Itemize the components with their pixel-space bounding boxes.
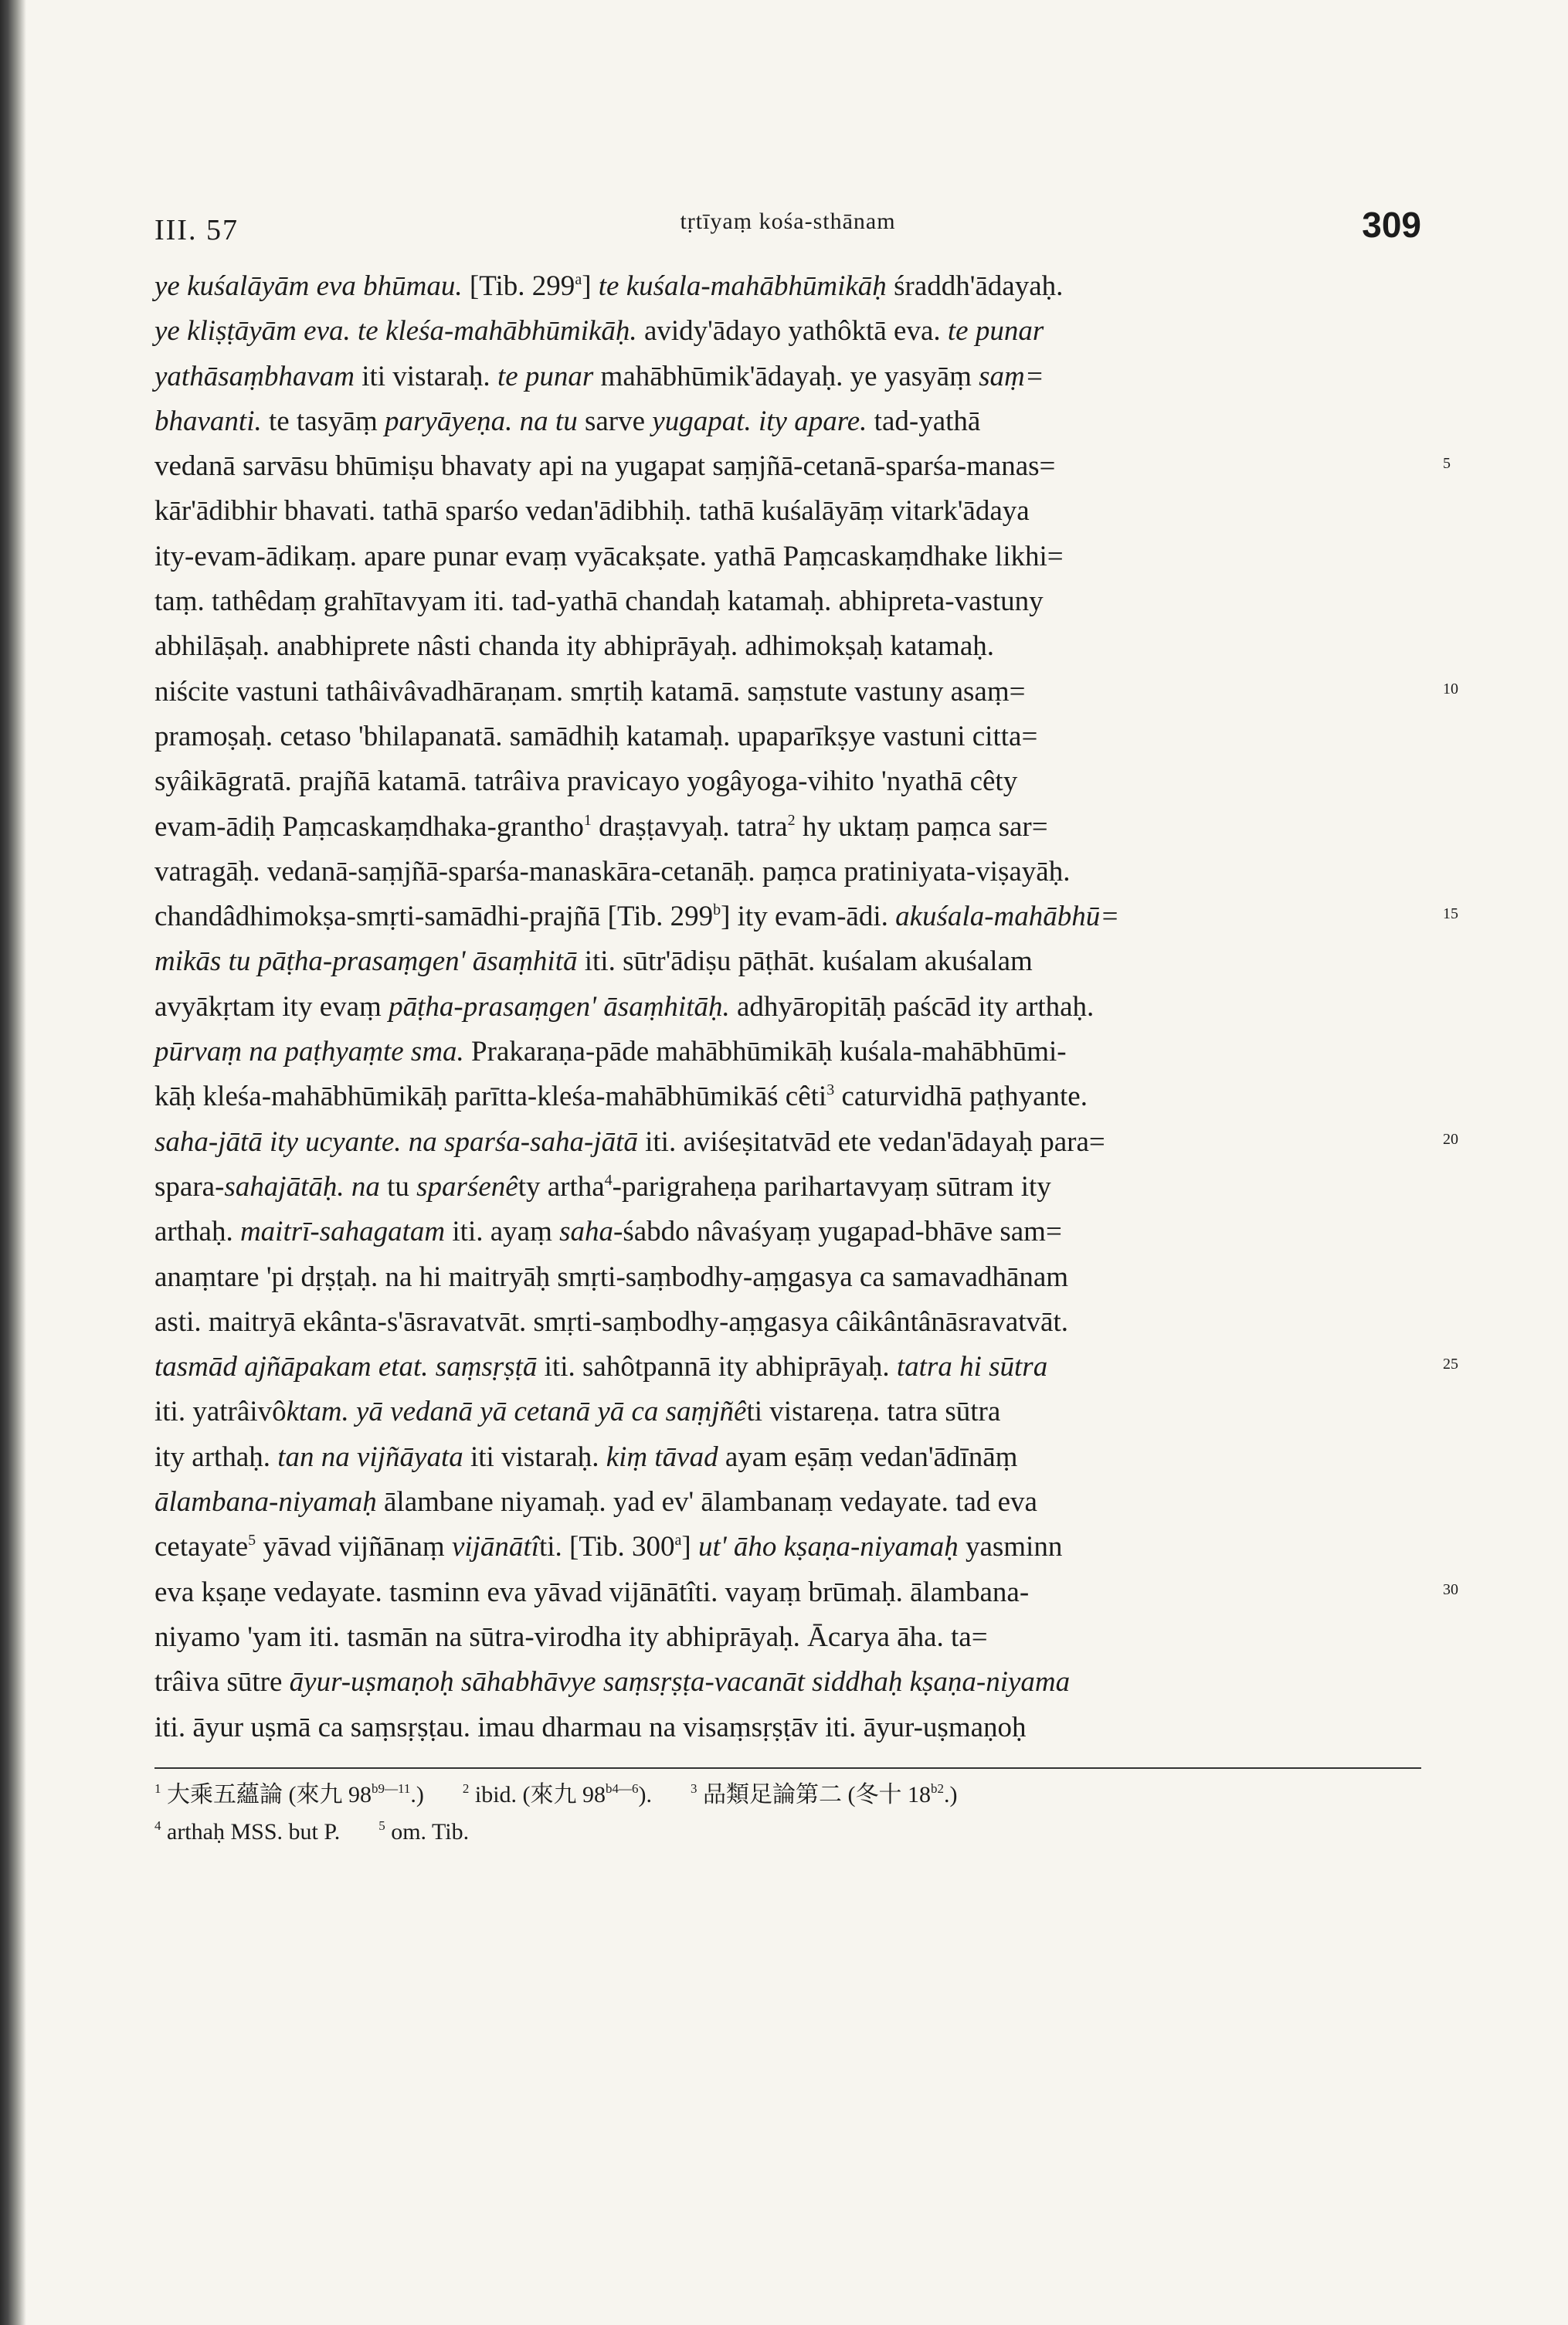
text-segment: avyākṛtam ity evaṃ (154, 990, 389, 1023)
text-line (154, 1345, 1458, 1390)
text-segment: arthaḥ. (154, 1216, 240, 1248)
footnote-ref: b (713, 901, 721, 919)
text-line (154, 1480, 1421, 1525)
footnote-text: arthaḥ MSS. but P. (161, 1818, 341, 1845)
text-line (154, 1706, 1421, 1750)
text-segment: iti. yatrâivô (154, 1396, 287, 1428)
text-segment: ti vistareṇa. tatra sūtra (746, 1396, 1001, 1428)
footnote (691, 1777, 958, 1814)
text-segment: te tasyāṃ (261, 405, 385, 437)
text-line (154, 1120, 1458, 1165)
text-segment: avidy'ādayo yathôktā eva. (636, 315, 948, 348)
text-line (154, 444, 1451, 489)
italic-segment: ye kliṣṭāyām eva. te kleśa-mahābhūmikāḥ. (154, 315, 637, 348)
text-line (154, 1525, 1421, 1570)
footnote-rule (154, 1767, 1421, 1769)
text-segment: draṣṭavyaḥ. tatra (591, 810, 788, 843)
text-segment: caturvidhā paṭhyante. (834, 1081, 1088, 1113)
text-segment: spara- (154, 1170, 225, 1203)
book-page (154, 193, 1458, 1851)
text-line (154, 309, 1421, 354)
italic-segment: sahajātāḥ. na (224, 1170, 380, 1203)
text-line (154, 714, 1421, 759)
italic-segment: te punar (947, 315, 1044, 348)
text-segment: [Tib. 299 (462, 270, 575, 302)
text-segment: iti. ayaṃ (445, 1216, 560, 1248)
text-segment: hy uktaṃ paṃca sar= (795, 810, 1048, 843)
text-line (154, 399, 1421, 444)
text-line (154, 1165, 1421, 1210)
text-segment: vatragāḥ. vedanā-saṃjñā-sparśa-manaskāra-cetanāḥ. paṃca pratiniyata-viṣayāḥ. (154, 855, 1071, 888)
text-segment: taṃ. tathêdaṃ grahītavyam iti. tad-yathā chandaḥ katamaḥ. abhipreta-vastuny (154, 585, 1044, 618)
text-segment: yasminn (958, 1531, 1063, 1563)
line-number: 25 (1443, 1356, 1458, 1373)
italic-segment: saṃ= (979, 360, 1044, 392)
footnote-ref: a (674, 1532, 682, 1549)
text-segment: -śabdo nâvaśyaṃ yugapad-bhāve sam= (613, 1216, 1062, 1248)
footnote-ref: 4 (604, 1171, 613, 1189)
text-segment: iti. āyur uṣmā ca saṃsṛṣṭau. imau dharmau na visaṃsṛṣṭāv iti. āyur-uṣmaṇoḥ (154, 1711, 1027, 1743)
text-line (154, 1074, 1421, 1119)
text-line (154, 579, 1421, 624)
text-segment: tad-yathā (867, 405, 981, 437)
footnote-ref: 1 (583, 811, 592, 829)
running-head (154, 193, 1421, 255)
text-line (154, 624, 1421, 669)
text-segment: cetayate (154, 1531, 249, 1563)
text-line (154, 805, 1421, 850)
text-segment: pramoṣaḥ. cetaso 'bhilapanatā. samādhiḥ katamaḥ. upaparīkṣye vastuni citta= (154, 720, 1038, 752)
text-segment: ity-evam-ādikaṃ. apare punar evaṃ vyācakṣate. yathā Paṃcaskaṃdhake likhi= (154, 540, 1064, 572)
italic-segment: ye kuśalāyām eva bhūmau. (154, 270, 463, 302)
footnote-text: 大乘五蘊論 (來九 98 (161, 1781, 372, 1807)
italic-segment: paryāyeṇa. na tu (385, 405, 578, 437)
italic-segment: pāṭha-prasaṃgen' āsaṃhitāḥ. (389, 990, 730, 1023)
italic-segment: ut' āho kṣaṇa-niyamaḥ (697, 1531, 959, 1563)
italic-segment: kiṃ tāvad (606, 1441, 718, 1473)
italic-segment: vijānātî (451, 1531, 539, 1563)
footnote-text: ibid. (來九 98 (469, 1781, 606, 1807)
text-segment: evam-ādiḥ Paṃcaskaṃdhaka-grantho (154, 810, 584, 843)
text-line (154, 1210, 1421, 1254)
footnote-text: om. Tib. (385, 1818, 470, 1845)
text-segment: Prakaraṇa-pāde mahābhūmikāḥ kuśala-mahābhūmi- (463, 1036, 1067, 1068)
footnote-sup: b2 (931, 1780, 945, 1796)
footnote-sup: b4—6 (606, 1780, 639, 1796)
text-segment: iti. sūtr'ādiṣu pāṭhāt. kuśalam akuśalam (577, 945, 1033, 978)
italic-segment: yugapat. ity apare. (652, 405, 867, 437)
footnote-text: .) (410, 1781, 424, 1807)
footnote-text: ). (638, 1781, 653, 1807)
text-line (154, 1615, 1421, 1660)
text-segment: kār'ādibhir bhavati. tathā sparśo vedan'ādibhiḥ. tathā kuśalāyāṃ vitark'ādaya (154, 495, 1030, 528)
text-segment: yāvad vijñānaṃ (256, 1531, 452, 1563)
italic-segment: tan na vijñāyata (277, 1441, 463, 1473)
footnote-ref: 5 (248, 1532, 256, 1549)
line-number: 10 (1443, 680, 1458, 698)
footnote-number: 5 (378, 1818, 385, 1833)
text-segment: kāḥ kleśa-mahābhūmikāḥ parītta-kleśa-mahābhūmikāś cêti (154, 1081, 827, 1113)
text-segment: -parigraheṇa parihartavyaṃ sūtram ity (612, 1170, 1051, 1203)
text-segment: sarve (577, 405, 653, 437)
text-line (154, 670, 1458, 714)
italic-segment: yathāsaṃbhavam (154, 360, 355, 392)
italic-segment: tasmād ajñāpakam etat. saṃsṛṣṭā (154, 1351, 538, 1383)
text-line (154, 355, 1421, 399)
line-number: 30 (1443, 1580, 1458, 1598)
text-line (154, 489, 1421, 534)
text-line (154, 1300, 1421, 1345)
footnote-sup: b9—11 (372, 1780, 411, 1796)
italic-segment: maitrī-sahagatam (239, 1216, 446, 1248)
body-text (154, 264, 1458, 1750)
binding-edge (0, 0, 26, 2325)
footnote-line (154, 1814, 1421, 1851)
text-line (154, 759, 1421, 804)
footnote-ref: 2 (787, 811, 796, 829)
text-segment: ayam eṣāṃ vedan'ādīnāṃ (718, 1441, 1018, 1473)
text-line (154, 1390, 1421, 1434)
line-number: 20 (1443, 1130, 1458, 1148)
footnote (463, 1777, 652, 1814)
text-segment: ity arthaḥ. (154, 1441, 278, 1473)
text-line (154, 939, 1421, 984)
footnote-number: 1 (154, 1780, 161, 1796)
footnote-ref: a (575, 271, 582, 288)
line-number: 15 (1443, 905, 1458, 923)
text-segment: iti. aviśeṣitatvād ete vedan'ādayaḥ para= (637, 1125, 1105, 1158)
italic-segment: tatra hi sūtra (896, 1351, 1048, 1383)
italic-segment: ālambana-niyamaḥ (154, 1486, 377, 1519)
text-line (154, 850, 1421, 894)
italic-segment: mikās tu pāṭha-prasaṃgen' āsaṃhitā (154, 945, 578, 978)
footnote-ref: 3 (826, 1081, 835, 1099)
text-line (154, 1255, 1421, 1300)
footnote-number: 2 (462, 1780, 470, 1796)
page-number: 309 (1362, 205, 1421, 245)
footnote-text: .) (944, 1781, 958, 1807)
footnote-text: 品類足論第二 (冬十 18 (697, 1781, 932, 1807)
footnotes (154, 1777, 1421, 1851)
text-segment: abhilāṣaḥ. anabhiprete nâsti chanda ity abhiprāyaḥ. adhimokṣaḥ katamaḥ. (154, 630, 995, 663)
text-segment: iti vistaraḥ. (463, 1441, 606, 1473)
text-segment: tu (379, 1170, 417, 1203)
text-segment: mahābhūmik'ādayaḥ. ye yasyāṃ (593, 360, 979, 392)
text-segment: asti. maitryā ekânta-s'āsravatvāt. smṛti-saṃbodhy-aṃgasya câikântânāsravatvāt. (154, 1305, 1069, 1338)
text-line (154, 1030, 1421, 1074)
text-segment: niścite vastuni tathâivâvadhāraṇam. smṛtiḥ katamā. saṃstute vastuny asaṃ= (154, 675, 1026, 708)
italic-segment: te kuśala-mahābhūmikāḥ (598, 270, 887, 302)
italic-segment: bhavanti. (154, 405, 262, 437)
running-title: tṛtīyaṃ kośa-sthānam (680, 209, 896, 234)
chapter-verse-ref: III. 57 (154, 214, 239, 246)
text-line (154, 535, 1421, 579)
footnote-number: 4 (154, 1818, 161, 1833)
text-segment: adhyāropitāḥ paścād ity arthaḥ. (729, 990, 1095, 1023)
italic-segment: pūrvaṃ na paṭhyaṃte sma. (154, 1036, 464, 1068)
text-segment: syâikāgratā. prajñā katamā. tatrâiva pravicayo yogâyoga-vihito 'nyathā cêty (154, 765, 1018, 798)
text-segment: ] (582, 270, 599, 302)
text-segment: anaṃtare 'pi dṛṣṭaḥ. na hi maitryāḥ smṛti-saṃbodhy-aṃgasya ca samavadhānam (154, 1261, 1069, 1293)
text-segment: ti. [Tib. 300 (539, 1531, 675, 1563)
text-segment: niyamo 'yam iti. tasmān na sūtra-virodha ity abhiprāyaḥ. Ācarya āha. ta= (154, 1621, 988, 1653)
text-line (154, 894, 1458, 939)
italic-segment: sparśenê (416, 1170, 518, 1203)
footnote-number: 3 (691, 1780, 697, 1796)
italic-segment: saha-jātā ity ucyante. na sparśa-saha-jātā (154, 1125, 638, 1158)
text-segment: ] (681, 1531, 698, 1563)
italic-segment: te punar (497, 360, 594, 392)
italic-segment: saha (559, 1216, 614, 1248)
text-line (154, 1660, 1421, 1705)
text-segment: ty artha (518, 1170, 605, 1203)
text-segment: chandâdhimokṣa-smṛti-samādhi-prajñā [Tib. 299 (154, 901, 714, 933)
text-segment: ] ity evam-ādi. (721, 901, 896, 933)
text-line (154, 1435, 1421, 1480)
text-line (154, 1570, 1458, 1615)
text-line (154, 264, 1421, 309)
text-segment: eva kṣaṇe vedayate. tasminn eva yāvad vijānātîti. vayaṃ brūmaḥ. ālambana- (154, 1576, 1030, 1608)
text-segment: iti. sahôtpannā ity abhiprāyaḥ. (537, 1351, 897, 1383)
footnote (154, 1777, 424, 1814)
line-number: 5 (1443, 455, 1451, 473)
text-line (154, 985, 1421, 1030)
text-segment: vedanā sarvāsu bhūmiṣu bhavaty api na yugapat saṃjñā-cetanā-sparśa-manas= (154, 450, 1056, 483)
footnote (154, 1814, 340, 1851)
footnote-line (154, 1777, 1421, 1814)
italic-segment: āyur-uṣmaṇoḥ sāhabhāvye saṃsṛṣṭa-vacanāt siddhaḥ kṣaṇa-niyama (289, 1666, 1071, 1699)
text-segment: ālambane niyamaḥ. yad ev' ālambanaṃ vedayate. tad eva (376, 1486, 1037, 1519)
text-segment: śraddh'ādayaḥ. (886, 270, 1064, 302)
text-segment: trâiva sūtre (154, 1666, 290, 1699)
footnote (378, 1814, 469, 1851)
text-segment: iti vistaraḥ. (354, 360, 497, 392)
italic-segment: akuśala-mahābhū= (895, 901, 1120, 933)
italic-segment: ktam. yā vedanā yā cetanā yā ca saṃjñê (286, 1396, 747, 1428)
